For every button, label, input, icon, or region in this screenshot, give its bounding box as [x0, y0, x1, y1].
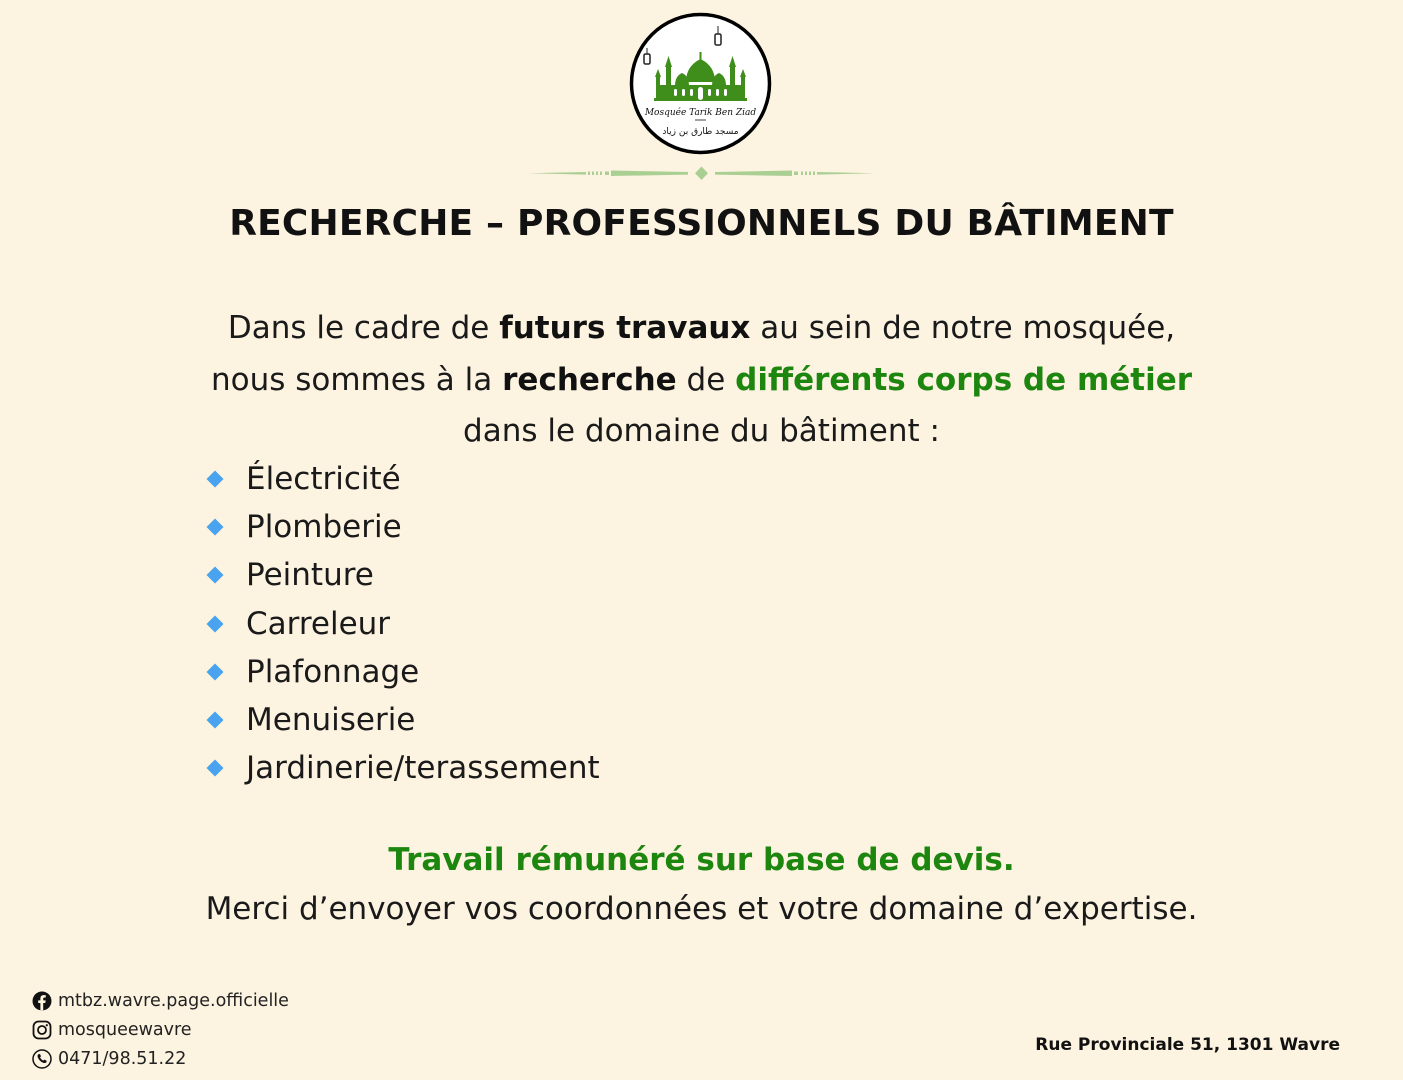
diamond-bullet-icon: [207, 760, 224, 777]
trade-label: Menuiserie: [246, 702, 416, 739]
trade-label: Électricité: [246, 461, 401, 498]
diamond-bullet-icon: [207, 519, 224, 536]
intro-text: de: [676, 361, 736, 398]
list-item: [200, 455, 600, 503]
list-item: [200, 503, 600, 551]
intro-highlight: différents corps de métier: [735, 361, 1193, 398]
intro-text: au sein de notre mosquée,: [750, 310, 1176, 346]
diamond-bullet-icon: [207, 663, 224, 680]
diamond-bullet-icon: [207, 567, 224, 584]
paid-work-notice: Travail rémunéré sur base de devis.: [388, 842, 1015, 878]
diamond-bullet-icon: [207, 615, 224, 632]
intro-text: Dans le cadre de: [227, 310, 500, 346]
trade-label: Peinture: [246, 557, 374, 594]
facebook-handle: mtbz.wavre.page.officielle: [58, 991, 289, 1012]
intro-paragraph: [0, 303, 1403, 458]
diamond-bullet-icon: [207, 712, 224, 729]
facebook-icon: [31, 991, 52, 1012]
mosque-logo: [629, 12, 772, 155]
list-item: [200, 744, 600, 792]
phone-link[interactable]: [31, 1044, 289, 1073]
trade-label: Plafonnage: [246, 653, 420, 690]
page-title: RECHERCHE – PROFESSIONNELS DU BÂTIMENT: [229, 203, 1174, 244]
facebook-link[interactable]: [31, 987, 289, 1016]
intro-line-1: [0, 303, 1403, 355]
contact-request: Merci d’envoyer vos coordonnées et votre domaine d’expertise.: [205, 891, 1198, 927]
logo-name-arabic: مسجد طارق بن زياد: [662, 127, 739, 137]
ornament-divider: [528, 164, 875, 184]
list-item: [200, 648, 600, 696]
intro-emphasis: recherche: [502, 361, 677, 398]
instagram-link[interactable]: [31, 1016, 289, 1045]
list-item: [200, 600, 600, 648]
instagram-handle: mosqueewavre: [58, 1020, 192, 1041]
trade-label: Carreleur: [246, 605, 391, 642]
intro-line-2: [0, 355, 1403, 407]
intro-text: nous sommes à la: [210, 361, 503, 398]
trade-label: Jardinerie/terassement: [246, 750, 600, 787]
trades-list: [200, 455, 600, 792]
address: Rue Provinciale 51, 1301 Wavre: [1035, 1035, 1340, 1055]
instagram-icon: [31, 1020, 52, 1041]
phone-icon: [31, 1048, 52, 1069]
list-item: [200, 696, 600, 744]
trade-label: Plomberie: [246, 509, 402, 546]
mosque-logo-graphic: [629, 12, 772, 155]
diamond-bullet-icon: [207, 471, 224, 488]
ornament-divider-graphic: [528, 164, 875, 184]
list-item: [200, 551, 600, 599]
logo-name-latin: Mosquée Tarik Ben Ziad: [644, 108, 757, 118]
intro-line-3: dans le domaine du bâtiment :: [463, 413, 940, 449]
contact-list: [31, 987, 289, 1073]
intro-emphasis: futurs travaux: [499, 310, 751, 346]
phone-number: 0471/98.51.22: [58, 1048, 187, 1069]
